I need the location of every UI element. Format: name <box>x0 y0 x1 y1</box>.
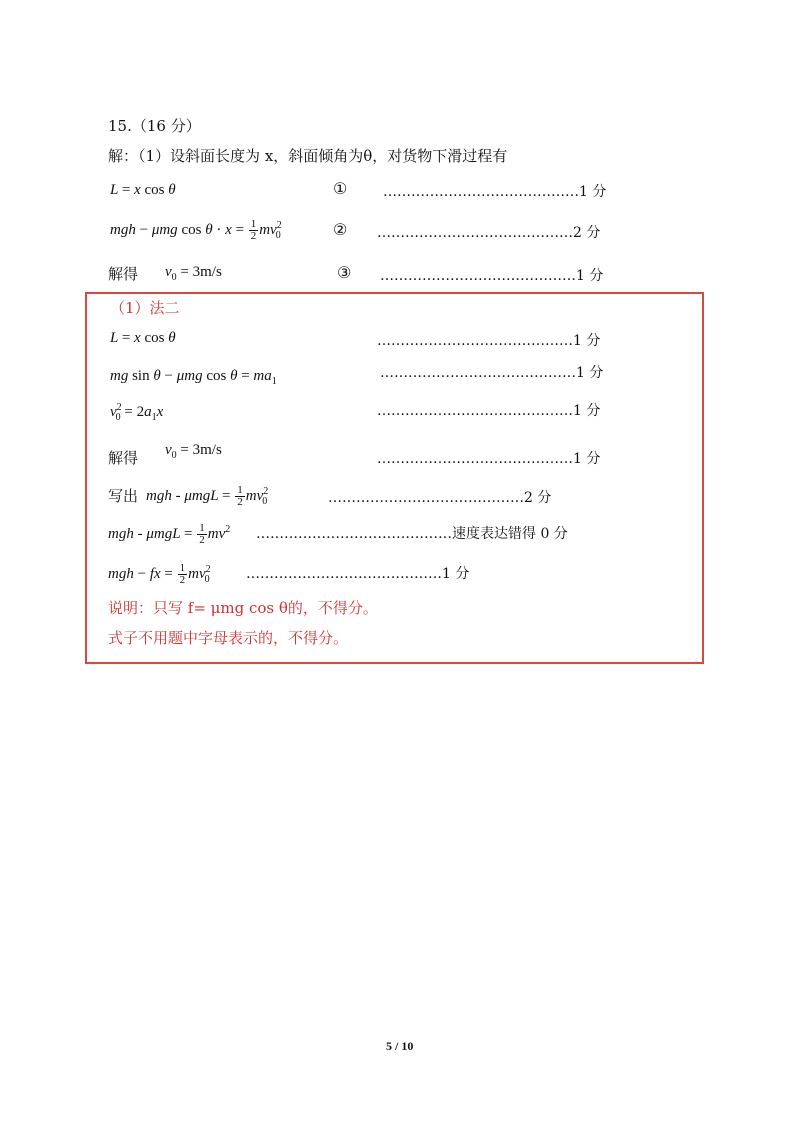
equation-marker-2: ② <box>333 220 348 239</box>
write-label: 写出 <box>108 487 139 505</box>
note-1: 说明：只写 f= μmg cos θ的，不得分。 <box>108 599 378 617</box>
equation-marker-1: ① <box>333 179 348 198</box>
score-line-1: ……………………………………1 分 <box>383 184 607 200</box>
note-2: 式子不用题中字母表示的，不得分。 <box>108 629 349 647</box>
page-number: 5 / 10 <box>386 1039 414 1053</box>
method2-score-4: ……………………………………1 分 <box>377 451 601 467</box>
score-line-3: ……………………………………1 分 <box>380 268 604 284</box>
solve-label-2: 解得 <box>108 449 139 467</box>
wrong-velocity-score: ……………………………………速度表达错得 0 分 <box>256 526 568 542</box>
equation-2: mgh − μmg cos θ · x = $\frac{1}{2}$ $mv^2_0$ <box>110 218 282 243</box>
solve-label-1: 解得 <box>108 265 139 283</box>
method2-score-3: ……………………………………1 分 <box>377 403 601 419</box>
problem-header: 15.（16 分） <box>108 117 201 135</box>
equation-1: L = x cos θ <box>110 182 176 198</box>
write-equation: mgh - μmgL = $\frac{1}{2}$ $mv^2_0$ <box>146 484 269 509</box>
wrong-velocity-equation: mgh - μmgL = $\frac{1}{2}$ $mv^2$ <box>108 522 231 547</box>
equation-3: $v_0 = 3m/s$ <box>165 264 222 283</box>
friction-equation: mgh − fx = $\frac{1}{2}$ $mv^2_0$ <box>108 562 211 587</box>
method2-eq-1: L = x cos θ <box>110 330 176 346</box>
score-line-2: ……………………………………2 分 <box>377 225 601 241</box>
method2-score-2: ……………………………………1 分 <box>380 365 604 381</box>
equation-marker-3: ③ <box>337 263 352 282</box>
problem-intro: 解：（1）设斜面长度为 x，斜面倾角为θ，对货物下滑过程有 <box>108 147 508 165</box>
friction-score: ……………………………………1 分 <box>246 566 470 582</box>
method2-eq-4: $v_0 = 3m/s$ <box>165 442 222 461</box>
method2-title: （1）法二 <box>110 299 180 317</box>
method2-score-1: ……………………………………1 分 <box>377 333 601 349</box>
method2-eq-3: $v^2_0 = 2a_1x$ <box>110 402 164 423</box>
write-score: ……………………………………2 分 <box>328 490 552 506</box>
method2-eq-2: mg sin θ − μmg $\cos \theta = ma_1$ <box>110 368 277 387</box>
